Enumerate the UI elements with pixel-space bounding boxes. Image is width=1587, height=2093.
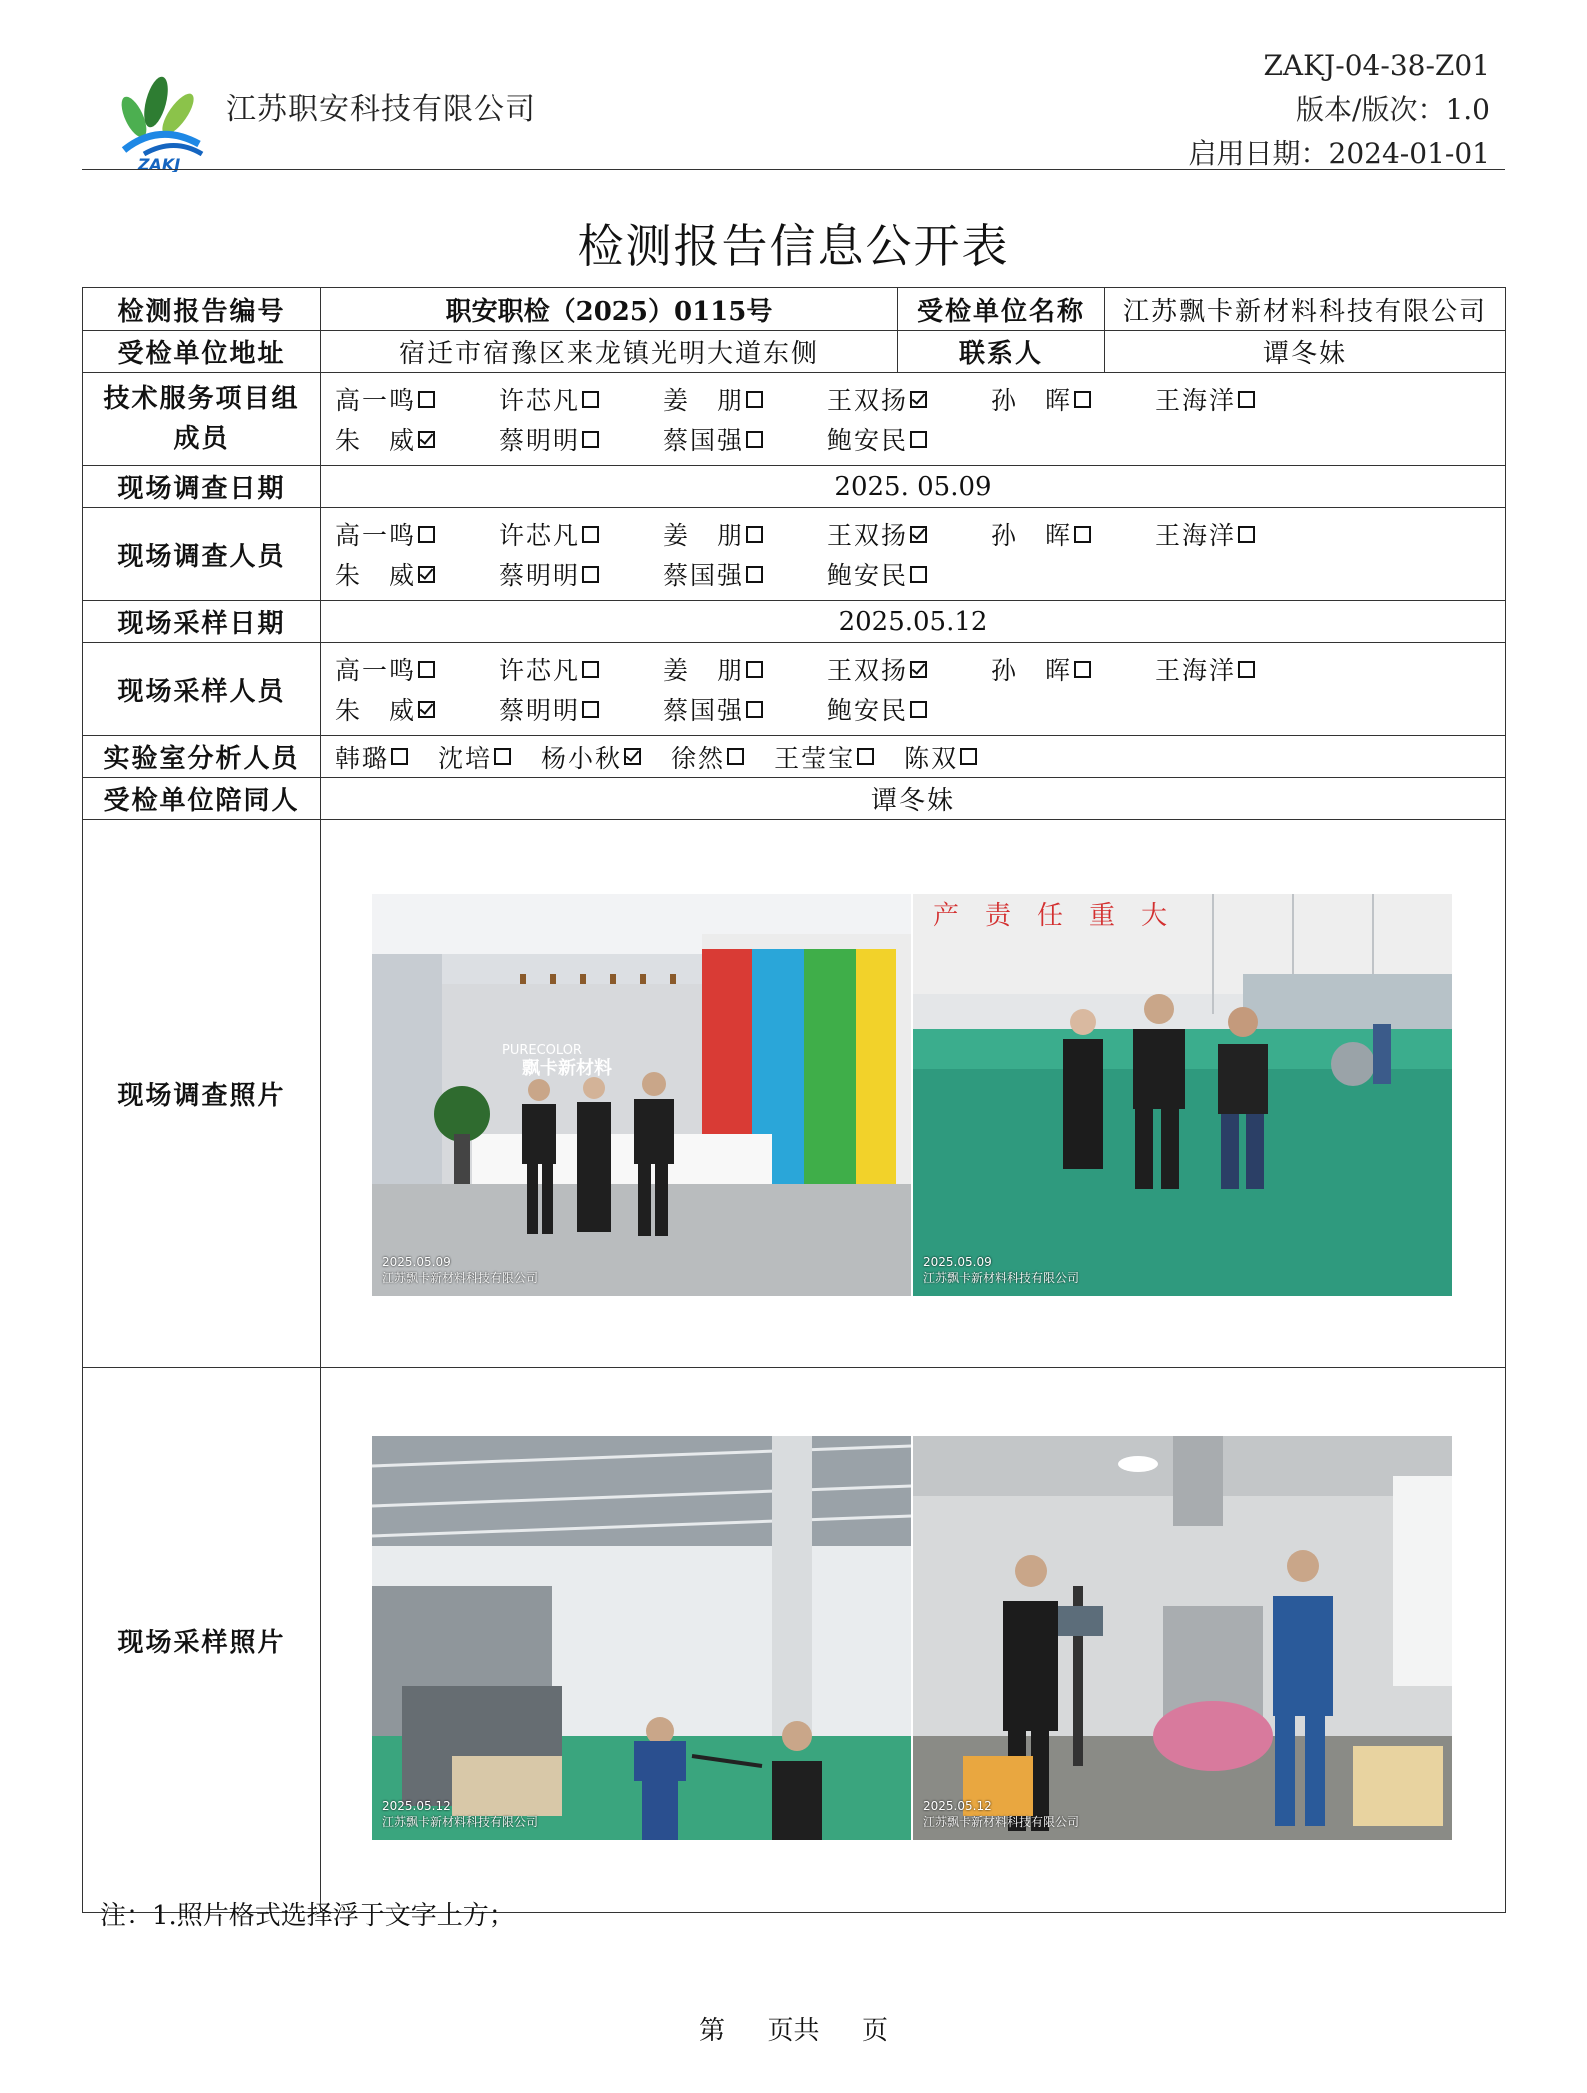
person-name: 沈培 bbox=[438, 743, 493, 773]
svg-text:ZAKJ: ZAKJ bbox=[137, 155, 181, 172]
table-row bbox=[83, 643, 1506, 736]
photo-stamp: 2025.05.09 江苏飘卡新材料科技有限公司 bbox=[923, 1255, 1080, 1285]
checkbox[interactable] bbox=[1238, 661, 1255, 678]
sampling-photos bbox=[321, 1368, 1506, 1913]
table-row bbox=[83, 373, 1506, 466]
escort-label: 受检单位陪同人 bbox=[83, 778, 321, 820]
person-item bbox=[663, 691, 827, 727]
contact-label: 联系人 bbox=[898, 331, 1105, 373]
person-name: 蔡明明 bbox=[499, 696, 581, 725]
person-name: 鲍安民 bbox=[827, 696, 909, 725]
person-name: 高一鸣 bbox=[335, 521, 417, 550]
table-row bbox=[83, 288, 1506, 331]
svg-text:产 责 任 重 大: 产 责 任 重 大 bbox=[933, 901, 1168, 931]
person-item bbox=[991, 381, 1155, 417]
person-name: 孙 晖 bbox=[991, 521, 1073, 550]
footer-end: 页 bbox=[862, 2016, 889, 2046]
checkbox[interactable] bbox=[391, 748, 408, 765]
checked-checkbox[interactable] bbox=[910, 661, 927, 678]
footer-pages: 页共 bbox=[767, 2016, 820, 2046]
person-item bbox=[499, 516, 663, 552]
person-name: 王海洋 bbox=[1155, 521, 1237, 550]
person-name: 王海洋 bbox=[1155, 656, 1237, 685]
table-row bbox=[83, 466, 1506, 508]
person-name: 高一鸣 bbox=[335, 386, 417, 415]
person-name: 蔡国强 bbox=[663, 696, 745, 725]
survey-staff-label: 现场调查人员 bbox=[83, 508, 321, 601]
person-name: 蔡明明 bbox=[499, 561, 581, 590]
person-item bbox=[671, 739, 744, 775]
header-divider bbox=[82, 169, 1505, 170]
person-name: 许芯凡 bbox=[499, 521, 581, 550]
page-footer bbox=[0, 2010, 1587, 2047]
person-name: 王莹宝 bbox=[774, 743, 856, 773]
doc-code: ZAKJ-04-38-Z01 bbox=[1263, 49, 1490, 82]
checkbox[interactable] bbox=[746, 661, 763, 678]
checkbox[interactable] bbox=[746, 566, 763, 583]
checkbox[interactable] bbox=[418, 391, 435, 408]
sampling-date-label: 现场采样日期 bbox=[83, 601, 321, 643]
person-name: 韩璐 bbox=[335, 743, 390, 773]
checkbox[interactable] bbox=[910, 566, 927, 583]
footer-page: 第 bbox=[698, 2016, 725, 2046]
person-item bbox=[499, 556, 663, 592]
person-item bbox=[499, 651, 663, 687]
person-name: 姜 朋 bbox=[663, 521, 745, 550]
footnote: 注：1.照片格式选择浮于文字上方； bbox=[100, 1901, 515, 1931]
report-no: 职安职检（2025）0115号 bbox=[321, 288, 898, 331]
svg-text:PURECOLOR: PURECOLOR bbox=[502, 1043, 582, 1058]
checked-checkbox[interactable] bbox=[418, 431, 435, 448]
document-meta bbox=[1189, 44, 1490, 176]
survey-date: 2025. 05.09 bbox=[321, 466, 1506, 508]
checkbox[interactable] bbox=[418, 526, 435, 543]
table-row bbox=[83, 778, 1506, 820]
checkbox[interactable] bbox=[582, 391, 599, 408]
photo-stamp: 2025.05.12 江苏飘卡新材料科技有限公司 bbox=[923, 1799, 1080, 1829]
person-item bbox=[774, 739, 874, 775]
survey-photo-label: 现场调查照片 bbox=[83, 820, 321, 1368]
person-name: 蔡明明 bbox=[499, 426, 581, 455]
survey-photo-reception bbox=[372, 894, 911, 1296]
person-item bbox=[663, 556, 827, 592]
checkbox[interactable] bbox=[1238, 391, 1255, 408]
company-logo bbox=[104, 62, 214, 172]
person-item bbox=[991, 651, 1155, 687]
report-no-label: 检测报告编号 bbox=[83, 288, 321, 331]
table-row bbox=[83, 736, 1506, 778]
person-name: 许芯凡 bbox=[499, 656, 581, 685]
checkbox[interactable] bbox=[960, 748, 977, 765]
person-item bbox=[1155, 516, 1319, 552]
person-name: 王双扬 bbox=[827, 521, 909, 550]
svg-text:飘卡新材料: 飘卡新材料 bbox=[522, 1058, 612, 1079]
person-item bbox=[1155, 381, 1319, 417]
person-row bbox=[335, 514, 1491, 554]
checkbox[interactable] bbox=[857, 748, 874, 765]
person-item bbox=[663, 651, 827, 687]
person-item bbox=[827, 421, 991, 457]
person-item bbox=[827, 516, 991, 552]
person-item bbox=[991, 516, 1155, 552]
sampling-photo-label: 现场采样照片 bbox=[83, 1368, 321, 1913]
lab-label: 实验室分析人员 bbox=[83, 736, 321, 778]
checkbox[interactable] bbox=[1074, 391, 1091, 408]
person-name: 蔡国强 bbox=[663, 426, 745, 455]
person-item bbox=[335, 739, 408, 775]
person-row bbox=[335, 649, 1491, 689]
person-item bbox=[904, 739, 977, 775]
person-name: 徐然 bbox=[671, 743, 726, 773]
person-item bbox=[335, 556, 499, 592]
person-item bbox=[335, 381, 499, 417]
checkbox[interactable] bbox=[582, 526, 599, 543]
person-item bbox=[827, 691, 991, 727]
unit-name: 江苏飘卡新材料科技有限公司 bbox=[1105, 288, 1506, 331]
escort: 谭冬妹 bbox=[321, 778, 1506, 820]
address: 宿迁市宿豫区来龙镇光明大道东侧 bbox=[321, 331, 898, 373]
photo-stamp: 2025.05.12 江苏飘卡新材料科技有限公司 bbox=[382, 1799, 539, 1829]
survey-date-label: 现场调查日期 bbox=[83, 466, 321, 508]
sampling-date: 2025.05.12 bbox=[321, 601, 1506, 643]
page-title: 检测报告信息公开表 bbox=[577, 219, 1010, 273]
person-item bbox=[827, 651, 991, 687]
person-name: 王双扬 bbox=[827, 656, 909, 685]
report-table bbox=[82, 287, 1506, 1913]
person-item bbox=[499, 421, 663, 457]
checkbox[interactable] bbox=[746, 701, 763, 718]
person-name: 许芯凡 bbox=[499, 386, 581, 415]
sampling-staff bbox=[321, 643, 1506, 736]
person-name: 朱 威 bbox=[335, 426, 417, 455]
person-name: 姜 朋 bbox=[663, 386, 745, 415]
person-name: 朱 威 bbox=[335, 561, 417, 590]
checkbox[interactable] bbox=[910, 431, 927, 448]
company-name: 江苏职安科技有限公司 bbox=[226, 92, 536, 127]
person-name: 王海洋 bbox=[1155, 386, 1237, 415]
checkbox[interactable] bbox=[1074, 661, 1091, 678]
checkbox[interactable] bbox=[727, 748, 744, 765]
person-item bbox=[499, 691, 663, 727]
checkbox[interactable] bbox=[910, 701, 927, 718]
address-label: 受检单位地址 bbox=[83, 331, 321, 373]
person-item bbox=[663, 516, 827, 552]
table-row bbox=[83, 601, 1506, 643]
checkbox[interactable] bbox=[582, 431, 599, 448]
survey-staff bbox=[321, 508, 1506, 601]
checkbox[interactable] bbox=[1238, 526, 1255, 543]
person-name: 王双扬 bbox=[827, 386, 909, 415]
person-item bbox=[827, 556, 991, 592]
person-name: 杨小秋 bbox=[541, 743, 623, 773]
contact: 谭冬妹 bbox=[1105, 331, 1506, 373]
team-members bbox=[321, 373, 1506, 466]
person-item bbox=[335, 651, 499, 687]
person-item bbox=[541, 739, 641, 775]
survey-photo-workshop bbox=[913, 894, 1452, 1296]
person-name: 陈双 bbox=[904, 743, 959, 773]
person-name: 姜 朋 bbox=[663, 656, 745, 685]
person-name: 朱 威 bbox=[335, 696, 417, 725]
checked-checkbox[interactable] bbox=[418, 566, 435, 583]
doc-start-date: 启用日期：2024-01-01 bbox=[1188, 137, 1490, 170]
sampling-photo-mixing-room bbox=[913, 1436, 1452, 1840]
person-item bbox=[663, 421, 827, 457]
unit-name-label: 受检单位名称 bbox=[898, 288, 1105, 331]
person-name: 鲍安民 bbox=[827, 561, 909, 590]
person-row bbox=[335, 419, 1491, 459]
checkbox[interactable] bbox=[746, 431, 763, 448]
photo-stamp: 2025.05.09 江苏飘卡新材料科技有限公司 bbox=[382, 1255, 539, 1285]
person-row bbox=[335, 554, 1491, 594]
sampling-photo-production-line bbox=[372, 1436, 911, 1840]
checkbox[interactable] bbox=[582, 566, 599, 583]
person-row bbox=[335, 737, 1491, 777]
table-row bbox=[83, 508, 1506, 601]
person-item bbox=[827, 381, 991, 417]
person-item bbox=[499, 381, 663, 417]
lab-staff bbox=[321, 736, 1506, 778]
team-label: 技术服务项目组成员 bbox=[83, 373, 321, 466]
doc-version: 版本/版次：1.0 bbox=[1296, 93, 1490, 126]
checkbox[interactable] bbox=[746, 526, 763, 543]
checkbox[interactable] bbox=[494, 748, 511, 765]
person-item bbox=[663, 381, 827, 417]
checkbox[interactable] bbox=[418, 661, 435, 678]
sampling-staff-label: 现场采样人员 bbox=[83, 643, 321, 736]
checkbox[interactable] bbox=[582, 701, 599, 718]
person-name: 孙 晖 bbox=[991, 386, 1073, 415]
person-row bbox=[335, 689, 1491, 729]
person-name: 孙 晖 bbox=[991, 656, 1073, 685]
table-row bbox=[83, 331, 1506, 373]
checked-checkbox[interactable] bbox=[624, 748, 641, 765]
person-item bbox=[335, 691, 499, 727]
checked-checkbox[interactable] bbox=[910, 526, 927, 543]
checkbox[interactable] bbox=[582, 661, 599, 678]
table-row bbox=[83, 1368, 1506, 1913]
survey-photos bbox=[321, 820, 1506, 1368]
person-item bbox=[335, 516, 499, 552]
checkbox[interactable] bbox=[1074, 526, 1091, 543]
table-row bbox=[83, 820, 1506, 1368]
person-item bbox=[335, 421, 499, 457]
checked-checkbox[interactable] bbox=[910, 391, 927, 408]
person-name: 鲍安民 bbox=[827, 426, 909, 455]
checked-checkbox[interactable] bbox=[418, 701, 435, 718]
person-item bbox=[1155, 651, 1319, 687]
checkbox[interactable] bbox=[746, 391, 763, 408]
person-name: 蔡国强 bbox=[663, 561, 745, 590]
person-item bbox=[438, 739, 511, 775]
person-name: 高一鸣 bbox=[335, 656, 417, 685]
person-row bbox=[335, 379, 1491, 419]
